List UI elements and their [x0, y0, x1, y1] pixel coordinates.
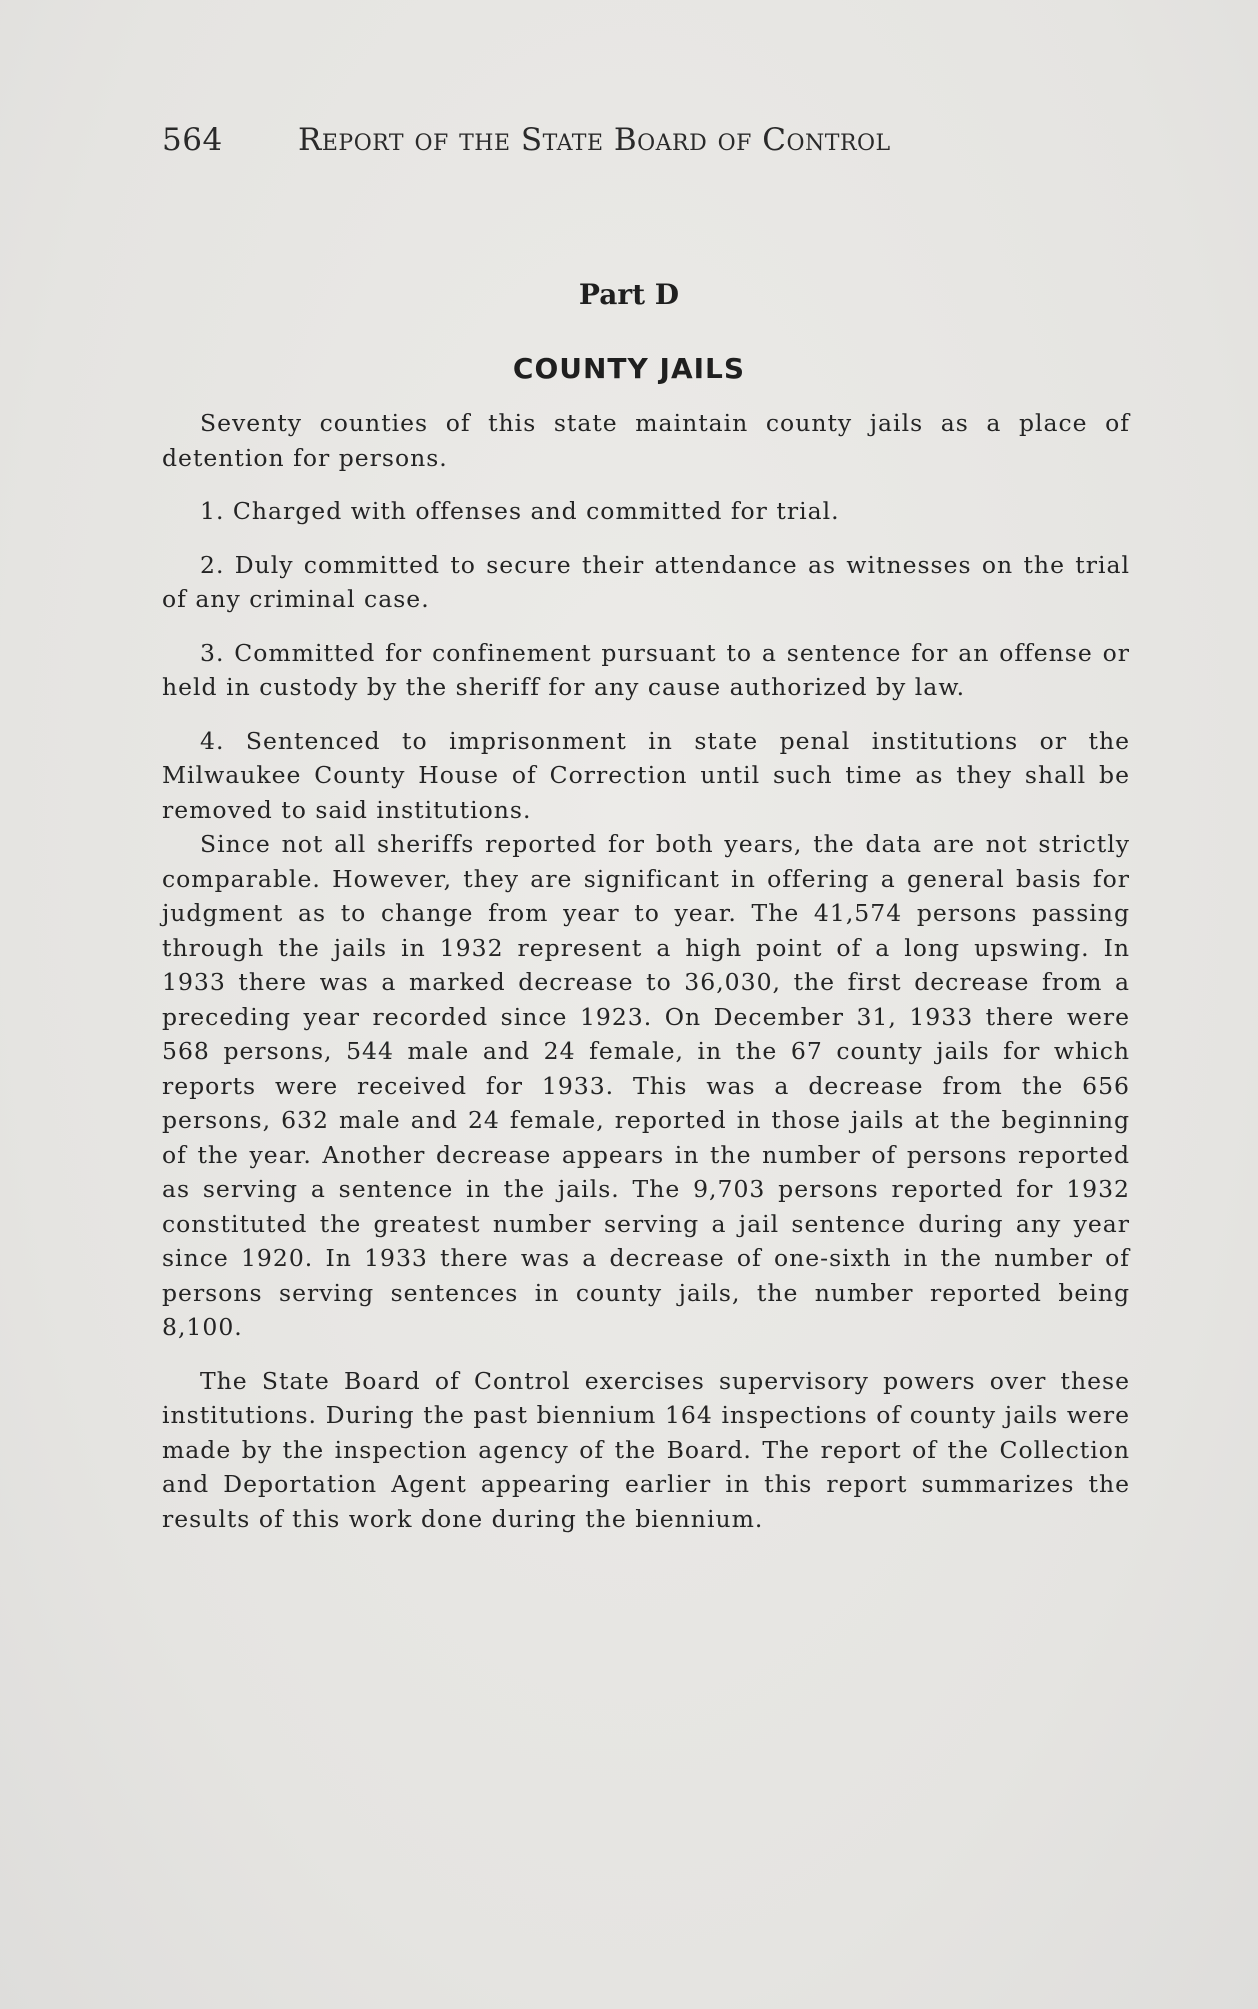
running-title: Report of the State Board of Control [298, 122, 891, 158]
page-number: 564 [162, 122, 223, 158]
supervision-paragraph: The State Board of Control exercises supervisory powers over these institutions. During the past biennium 164 inspections of county jails were made by the inspection agency of the Board. The report of the Collection and Deportation Agent appearing earlier in this report summarizes the results of this work done during the biennium. [162, 1366, 1130, 1533]
page-header [162, 122, 1112, 158]
statistics-paragraph: Since not all sheriffs reported for both years, the data are not strictly comparable. However, they are significant in offering a general basis for judgment as to change from year to year. The 41,574 persons passing through the jails in 1932 represent a high point of a long upswing. In 1933 there was a marked decrease to 36,030, the first decrease from a preceding year recorded since 1923. On December 31, 1933 there were 568 persons, 544 male and 24 female, in the 67 county jails for which reports were received for 1933. This was a decrease from the 656 persons, 632 male and 24 female, reported in those jails at the beginning of the year. Another decrease appears in the number of persons reported as serving a sentence in the jails. The 9,703 persons reported for 1932 constituted the greatest number serving a jail sentence during any year since 1920. In 1933 there was a decrease of one-sixth in the number of persons serving sentences in county jails, the number reported being 8,100. [162, 830, 1130, 1341]
section-heading: COUNTY JAILS [512, 352, 746, 385]
list-item-4: 4. Sentenced to imprisonment in state penal institutions or the Milwaukee County House of Correction until such time as they shall be removed to said institutions. [162, 726, 1130, 824]
list-item-2: 2. Duly committed to secure their attendance as witnesses on the trial of any criminal case. [162, 550, 1130, 613]
part-heading: Part D [578, 278, 680, 311]
intro-paragraph: Seventy counties of this state maintain county jails as a place of detention for persons. [162, 409, 1130, 472]
list-item-3: 3. Committed for confinement pursuant to a sentence for an offense or held in custody by the sheriff for any cause authorized by law. [162, 638, 1130, 701]
list-item-1: 1. Charged with offenses and committed for trial. [200, 497, 840, 525]
body-text [162, 406, 1130, 1536]
